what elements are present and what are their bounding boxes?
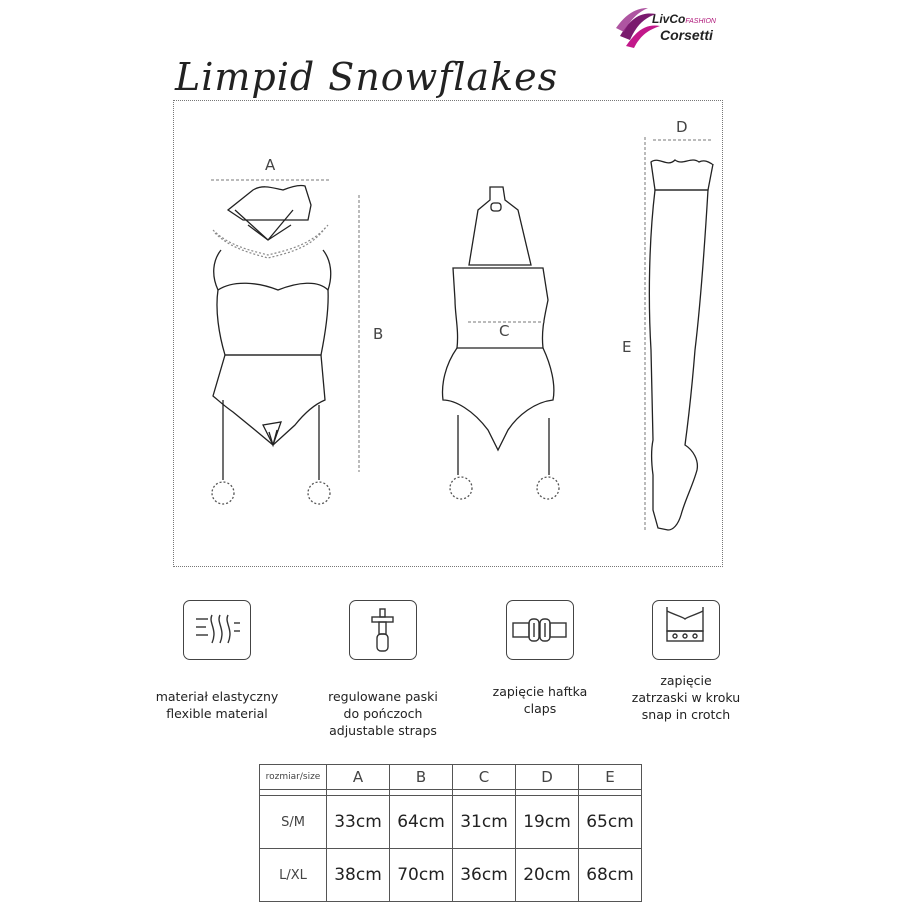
dimension-label-e: E — [622, 338, 632, 356]
dimension-label-b: B — [373, 325, 384, 343]
table-cell: 19cm — [516, 796, 579, 849]
product-title: Limpid Snowflakes — [175, 55, 559, 99]
column-header-a: A — [327, 765, 390, 790]
front-bodysuit-drawing — [213, 185, 331, 480]
table-row — [260, 849, 642, 902]
brand-name-line2: Corsetti — [660, 27, 713, 43]
size-table-header — [260, 765, 642, 790]
table-cell: 65cm — [579, 796, 642, 849]
column-header-d: D — [516, 765, 579, 790]
table-cell: 33cm — [327, 796, 390, 849]
column-header-e: E — [579, 765, 642, 790]
size-label: L/XL — [260, 849, 327, 902]
garment-diagram — [173, 100, 723, 567]
table-cell: 31cm — [453, 796, 516, 849]
table-cell: 64cm — [390, 796, 453, 849]
column-header-b: B — [390, 765, 453, 790]
size-header-label: rozmiar/size — [260, 765, 327, 790]
table-cell: 68cm — [579, 849, 642, 902]
table-row — [260, 796, 642, 849]
feature-snap-in-crotch: zapięcie zatrzaski w kroku snap in crotch — [631, 673, 741, 722]
table-cell: 70cm — [390, 849, 453, 902]
feature-adjustable-straps: regulowane paski do pończoch adjustable straps — [328, 689, 438, 738]
elastic-wave-icon — [183, 600, 251, 660]
table-cell: 38cm — [327, 849, 390, 902]
dimension-label-c: C — [499, 322, 510, 340]
table-cell: 20cm — [516, 849, 579, 902]
dimension-label-d: D — [676, 118, 688, 136]
adjustable-strap-icon — [349, 600, 417, 660]
hook-clasp-icon — [506, 600, 574, 660]
feature-claps: zapięcie haftka claps — [492, 684, 588, 716]
brand-name-line1: LivCoFASHION — [652, 12, 716, 26]
feature-flexible-material: materiał elastyczny flexible material — [155, 689, 279, 721]
snap-crotch-icon — [652, 600, 720, 660]
size-table — [259, 764, 642, 902]
size-label: S/M — [260, 796, 327, 849]
stocking-drawing — [649, 160, 713, 530]
dimension-label-a: A — [265, 156, 276, 174]
column-header-c: C — [453, 765, 516, 790]
table-cell: 36cm — [453, 849, 516, 902]
